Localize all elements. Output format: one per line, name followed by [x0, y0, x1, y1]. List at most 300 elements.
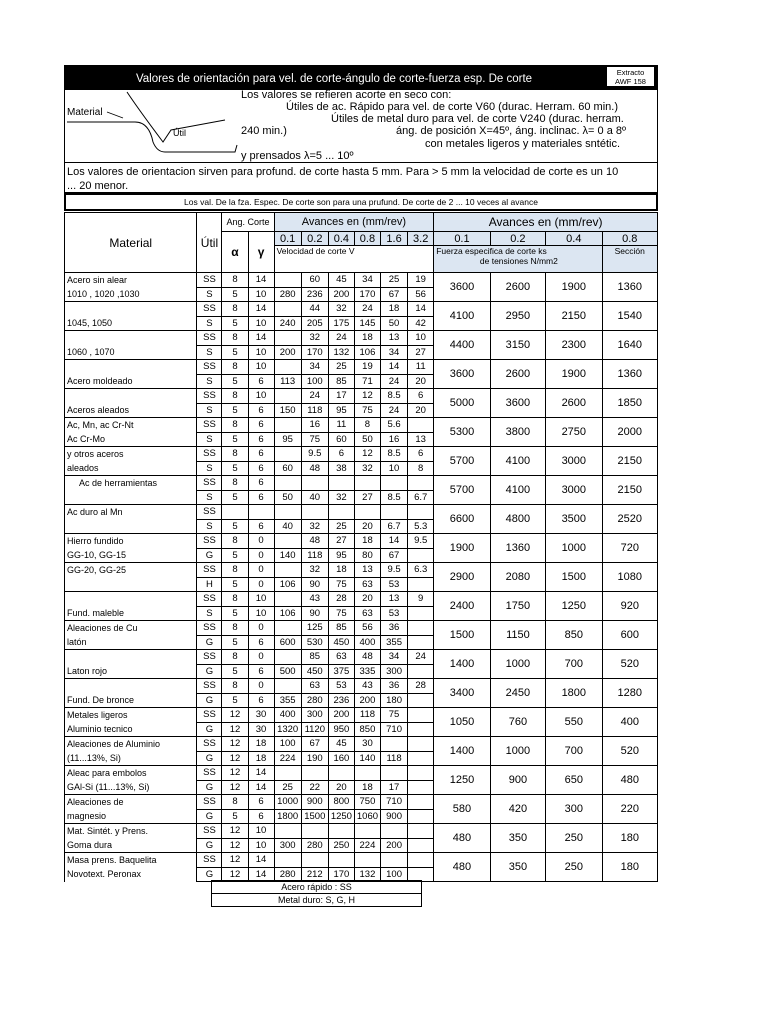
force-cell: 1050 — [434, 708, 490, 737]
force-cell: 1900 — [546, 273, 602, 302]
speed-cell — [328, 766, 354, 781]
speed-cell: 80 — [354, 548, 380, 563]
speed-cell: 1800 — [274, 809, 301, 824]
speed-cell: 48 — [301, 461, 328, 476]
alpha-cell: 12 — [222, 780, 248, 795]
gamma-cell: 6 — [248, 519, 274, 534]
gamma-cell: 0 — [248, 563, 274, 578]
speed-cell: 30 — [354, 737, 380, 752]
speed-cell: 150 — [274, 403, 301, 418]
speed-cell: 6.7 — [380, 519, 407, 534]
speed-cell: 240 — [274, 316, 301, 331]
info-line-3: Útiles de metal duro para vel. de corte V240 (durac. herram. — [331, 113, 624, 125]
speed-cell: 50 — [274, 490, 301, 505]
speed-cell: 6.3 — [408, 563, 434, 578]
force-cell: 480 — [434, 853, 490, 882]
speed-cell — [328, 853, 354, 868]
table-row — [65, 505, 658, 520]
gamma-cell: 30 — [248, 708, 274, 723]
gamma-cell: 6 — [248, 693, 274, 708]
speed-cell: 5.6 — [380, 418, 407, 433]
speed-cell: 18 — [354, 534, 380, 549]
speed-cell: 850 — [354, 722, 380, 737]
speed-cell: 20 — [354, 592, 380, 607]
speed-cell — [274, 331, 301, 346]
speed-cell: 25 — [328, 360, 354, 375]
speed-cell: 1500 — [301, 809, 328, 824]
speed-cell: 27 — [354, 490, 380, 505]
alpha-cell: 8 — [222, 679, 248, 694]
speed-cell — [354, 853, 380, 868]
alpha-cell: 12 — [222, 853, 248, 868]
speed-cell: 10 — [380, 461, 407, 476]
force-cell: 4100 — [434, 302, 490, 331]
speed-cell: 90 — [301, 577, 328, 592]
material-name-cell: latón — [65, 635, 197, 650]
alpha-cell: 8 — [222, 389, 248, 404]
speed-cell: 900 — [380, 809, 407, 824]
material-label: Material — [67, 107, 103, 118]
speed-cell: 224 — [274, 751, 301, 766]
alpha-cell: 5 — [222, 809, 248, 824]
force-cell: 2600 — [490, 273, 545, 302]
speed-cell — [380, 853, 407, 868]
section-cell: 1540 — [602, 302, 657, 331]
speed-cell — [274, 621, 301, 636]
gamma-cell: 6 — [248, 635, 274, 650]
force-cell: 650 — [546, 766, 602, 795]
speed-cell: 1320 — [274, 722, 301, 737]
speed-cell: 67 — [380, 287, 407, 302]
material-name-cell: Acero moldeado — [65, 374, 197, 389]
material-name-cell: Ac, Mn, ac Cr-Nt — [65, 418, 197, 433]
force-cell: 350 — [490, 824, 545, 853]
section-cell: 2000 — [602, 418, 657, 447]
speed-cell: 63 — [301, 679, 328, 694]
speed-cell: 42 — [408, 316, 434, 331]
speed-cell — [274, 534, 301, 549]
speed-cell — [408, 693, 434, 708]
speed-cell: 75 — [328, 606, 354, 621]
speed-cell: 60 — [328, 432, 354, 447]
tool-cell: S — [197, 432, 222, 447]
gamma-cell: 14 — [248, 853, 274, 868]
gamma-cell: 6 — [248, 403, 274, 418]
gamma-cell: 6 — [248, 418, 274, 433]
speed-cell: 24 — [354, 302, 380, 317]
speed-cell: 95 — [328, 403, 354, 418]
material-name-cell: 1010 , 1020 ,1030 — [65, 287, 197, 302]
material-name-cell: Mat. Sintét. y Prens. — [65, 824, 197, 839]
speed-cell — [408, 737, 434, 752]
speed-cell: 200 — [380, 838, 407, 853]
speed-cell — [408, 505, 434, 520]
gamma-cell: 6 — [248, 795, 274, 810]
speed-cell: 32 — [328, 490, 354, 505]
force-cell: 420 — [490, 795, 545, 824]
speed-cell: 280 — [274, 867, 301, 882]
alpha-cell: 8 — [222, 534, 248, 549]
speed-cell: 24 — [328, 331, 354, 346]
material-name-cell: (11...13%, Si) — [65, 751, 197, 766]
alpha-cell: 12 — [222, 737, 248, 752]
gamma-cell: 14 — [248, 273, 274, 288]
speed-cell: 106 — [274, 577, 301, 592]
feed-right-3: 0.8 — [602, 232, 657, 246]
force-cell: 5700 — [434, 476, 490, 505]
speed-cell: 27 — [408, 345, 434, 360]
alpha-header: α — [222, 232, 248, 273]
speed-cell: 90 — [301, 606, 328, 621]
speed-cell: 75 — [328, 577, 354, 592]
speed-cell — [301, 824, 328, 839]
speed-cell — [354, 505, 380, 520]
force-cell: 1000 — [490, 650, 545, 679]
speed-cell: 750 — [354, 795, 380, 810]
tool-cell: SS — [197, 534, 222, 549]
speed-cell: 6 — [408, 447, 434, 462]
force-cell: 350 — [490, 853, 545, 882]
force-cell: 1250 — [546, 592, 602, 621]
speed-cell: 32 — [328, 302, 354, 317]
force-cell: 2600 — [490, 360, 545, 389]
tool-cell: SS — [197, 766, 222, 781]
material-name-cell: GG-10, GG-15 — [65, 548, 197, 563]
speed-cell — [274, 853, 301, 868]
speed-cell: 32 — [301, 331, 328, 346]
alpha-cell: 5 — [222, 287, 248, 302]
speed-cell: 60 — [301, 273, 328, 288]
force-cell: 2080 — [490, 563, 545, 592]
gamma-cell: 6 — [248, 432, 274, 447]
gamma-cell: 0 — [248, 534, 274, 549]
force-cell: 1500 — [546, 563, 602, 592]
gamma-cell: 10 — [248, 360, 274, 375]
force-cell: 760 — [490, 708, 545, 737]
speed-cell: 710 — [380, 722, 407, 737]
alpha-cell: 8 — [222, 360, 248, 375]
force-cell: 1400 — [434, 650, 490, 679]
gamma-cell: 14 — [248, 302, 274, 317]
tool-cell: SS — [197, 389, 222, 404]
speed-cell: 600 — [274, 635, 301, 650]
speed-cell: 300 — [380, 664, 407, 679]
table-row — [65, 389, 658, 404]
speed-cell: 56 — [354, 621, 380, 636]
speed-cell: 530 — [301, 635, 328, 650]
speed-cell: 43 — [354, 679, 380, 694]
speed-cell — [408, 606, 434, 621]
force-cell: 3600 — [434, 273, 490, 302]
info-line-4b: áng. de posición X=45º, áng. inclinac. λ= 0 a 8º — [396, 125, 627, 137]
table-row — [65, 476, 658, 491]
tool-cell: SS — [197, 650, 222, 665]
speed-cell: 9.5 — [301, 447, 328, 462]
speed-cell: 9.5 — [408, 534, 434, 549]
speed-cell: 20 — [328, 780, 354, 795]
gamma-cell: 10 — [248, 592, 274, 607]
speed-cell: 34 — [380, 345, 407, 360]
alpha-cell: 5 — [222, 461, 248, 476]
force-cell: 5300 — [434, 418, 490, 447]
page-title: Valores de orientación para vel. de corte-ángulo de corte-fuerza esp. De corte — [135, 73, 533, 85]
alpha-cell: 8 — [222, 592, 248, 607]
section-cell: 180 — [602, 824, 657, 853]
speed-cell: 160 — [328, 751, 354, 766]
tool-cell: SS — [197, 795, 222, 810]
speed-label: Velocidad de corte V — [274, 246, 434, 273]
speed-cell — [274, 389, 301, 404]
speed-cell: 50 — [354, 432, 380, 447]
alpha-cell: 8 — [222, 621, 248, 636]
gamma-cell: 10 — [248, 389, 274, 404]
alpha-cell: 12 — [222, 751, 248, 766]
speed-cell: 8.5 — [380, 490, 407, 505]
speed-cell: 27 — [328, 534, 354, 549]
material-name-cell: Aleac para embolos — [65, 766, 197, 781]
material-name-cell — [65, 331, 197, 346]
tool-geometry-diagram — [65, 90, 240, 162]
force-cell: 2950 — [490, 302, 545, 331]
table-row — [65, 273, 658, 288]
force-cell: 3600 — [490, 389, 545, 418]
section-cell: 1850 — [602, 389, 657, 418]
speed-cell — [408, 577, 434, 592]
speed-cell: 11 — [328, 418, 354, 433]
speed-cell: 900 — [301, 795, 328, 810]
info-line-2: Útiles de ac. Rápido para vel. de corte V60 (durac. Herram. 60 min.) — [286, 101, 618, 113]
speed-cell: 34 — [301, 360, 328, 375]
speed-cell: 400 — [274, 708, 301, 723]
info-line-1: Los valores se refieren acorte en seco con: — [241, 89, 452, 101]
gamma-cell: 6 — [248, 447, 274, 462]
speed-cell: 16 — [380, 432, 407, 447]
speed-cell: 500 — [274, 664, 301, 679]
speed-cell: 13 — [380, 331, 407, 346]
speed-cell: 32 — [354, 461, 380, 476]
gamma-cell: 0 — [248, 679, 274, 694]
speed-cell — [408, 795, 434, 810]
speed-cell — [274, 505, 301, 520]
table-row — [65, 679, 658, 694]
alpha-cell: 5 — [222, 403, 248, 418]
gamma-cell: 14 — [248, 780, 274, 795]
gamma-cell: 14 — [248, 331, 274, 346]
force-cell: 300 — [546, 795, 602, 824]
force-cell: 700 — [546, 650, 602, 679]
table-row — [65, 650, 658, 665]
speed-cell: 212 — [301, 867, 328, 882]
speed-cell: 355 — [274, 693, 301, 708]
tool-cell: S — [197, 287, 222, 302]
table-row — [65, 766, 658, 781]
alpha-cell: 12 — [222, 766, 248, 781]
table-row — [65, 418, 658, 433]
speed-cell: 205 — [301, 316, 328, 331]
speed-cell: 132 — [354, 867, 380, 882]
tool-cell: G — [197, 867, 222, 882]
extract-line-2: AWF 158 — [615, 77, 646, 86]
alpha-cell: 12 — [222, 867, 248, 882]
speed-cell: 25 — [328, 519, 354, 534]
section-cell: 720 — [602, 534, 657, 563]
speed-cell — [328, 505, 354, 520]
material-name-cell: Ac Cr-Mo — [65, 432, 197, 447]
alpha-cell: 8 — [222, 476, 248, 491]
table-row — [65, 534, 658, 549]
material-name-cell: Aleaciones de — [65, 795, 197, 810]
speed-cell: 45 — [328, 737, 354, 752]
tool-cell: S — [197, 374, 222, 389]
speed-cell — [408, 635, 434, 650]
speed-cell: 20 — [354, 519, 380, 534]
alpha-cell: 5 — [222, 577, 248, 592]
speed-cell: 170 — [354, 287, 380, 302]
table-row — [65, 563, 658, 578]
speed-cell: 236 — [301, 287, 328, 302]
tool-cell: SS — [197, 447, 222, 462]
speed-cell: 6.7 — [408, 490, 434, 505]
alpha-cell: 8 — [222, 302, 248, 317]
speed-cell: 11 — [408, 360, 434, 375]
force-cell: 4400 — [434, 331, 490, 360]
speed-cell: 63 — [354, 577, 380, 592]
speed-cell — [274, 563, 301, 578]
section-cell: 2520 — [602, 505, 657, 534]
depth-note-line-1: Los valores de orientacion sirven para profund. de corte hasta 5 mm. Para > 5 mm la velocidad de corte es un 10 — [67, 166, 619, 178]
section-cell: 480 — [602, 766, 657, 795]
speed-cell: 19 — [408, 273, 434, 288]
tool-cell: SS — [197, 360, 222, 375]
speed-cell — [301, 505, 328, 520]
speed-cell: 140 — [354, 751, 380, 766]
material-name-cell: Masa prens. Baquelita — [65, 853, 197, 868]
speed-cell: 106 — [274, 606, 301, 621]
speed-cell — [274, 766, 301, 781]
force-cell: 1900 — [546, 360, 602, 389]
speed-cell: 5.3 — [408, 519, 434, 534]
speed-cell: 100 — [301, 374, 328, 389]
speed-cell: 67 — [301, 737, 328, 752]
speed-cell — [274, 273, 301, 288]
material-name-cell: y otros aceros — [65, 447, 197, 462]
table-row — [65, 447, 658, 462]
speed-cell — [408, 853, 434, 868]
info-line-6: y prensados λ=5 ... 10º — [241, 150, 354, 162]
material-column-header: Material — [65, 213, 197, 273]
material-name-cell: Aceros aleados — [65, 403, 197, 418]
speed-cell — [274, 418, 301, 433]
speed-cell: 24 — [380, 374, 407, 389]
section-cell: 1360 — [602, 273, 657, 302]
speed-cell: 18 — [354, 331, 380, 346]
section-label: Sección — [602, 246, 657, 273]
speed-cell — [274, 360, 301, 375]
tool-cell: S — [197, 461, 222, 476]
table-row — [65, 592, 658, 607]
speed-cell: 450 — [328, 635, 354, 650]
speed-cell: 180 — [380, 693, 407, 708]
tool-cell: SS — [197, 418, 222, 433]
speed-cell: 355 — [380, 635, 407, 650]
alpha-cell: 5 — [222, 345, 248, 360]
alpha-cell: 5 — [222, 316, 248, 331]
tool-cell: S — [197, 403, 222, 418]
alpha-cell: 5 — [222, 374, 248, 389]
angle-header: Ang. Corte — [222, 213, 274, 232]
alpha-cell: 8 — [222, 650, 248, 665]
tool-cell: SS — [197, 708, 222, 723]
tool-cell: S — [197, 519, 222, 534]
tool-cell: SS — [197, 592, 222, 607]
table-row — [65, 331, 658, 346]
tool-cell: SS — [197, 737, 222, 752]
speed-cell: 190 — [301, 751, 328, 766]
material-name-cell: magnesio — [65, 809, 197, 824]
speed-cell: 44 — [301, 302, 328, 317]
force-cell: 1800 — [546, 679, 602, 708]
force-cell: 3400 — [434, 679, 490, 708]
material-name-cell — [65, 490, 197, 505]
speed-cell: 60 — [274, 461, 301, 476]
force-cell: 3500 — [546, 505, 602, 534]
speed-cell — [301, 766, 328, 781]
alpha-cell — [222, 505, 248, 520]
speed-cell: 95 — [328, 548, 354, 563]
speed-cell — [274, 447, 301, 462]
speed-cell: 950 — [328, 722, 354, 737]
gamma-cell: 10 — [248, 838, 274, 853]
speed-cell: 50 — [380, 316, 407, 331]
speed-cell: 100 — [274, 737, 301, 752]
speed-cell: 75 — [354, 403, 380, 418]
speed-cell: 12 — [354, 447, 380, 462]
gamma-cell: 6 — [248, 476, 274, 491]
section-cell: 2150 — [602, 447, 657, 476]
speed-cell — [274, 592, 301, 607]
feed-left-3: 0.8 — [354, 232, 380, 246]
tool-cell: S — [197, 490, 222, 505]
force-cell: 1400 — [434, 737, 490, 766]
speed-cell: 1060 — [354, 809, 380, 824]
speed-cell: 1250 — [328, 809, 354, 824]
speed-cell: 10 — [408, 331, 434, 346]
section-cell: 1360 — [602, 360, 657, 389]
tool-cell: G — [197, 751, 222, 766]
force-cell: 850 — [546, 621, 602, 650]
material-pointer — [107, 112, 123, 118]
speed-cell: 118 — [301, 403, 328, 418]
force-cell: 2450 — [490, 679, 545, 708]
force-cell: 3800 — [490, 418, 545, 447]
depth-note — [64, 163, 658, 193]
table-row — [65, 302, 658, 317]
tool-cell: SS — [197, 505, 222, 520]
speed-cell: 280 — [301, 693, 328, 708]
speed-cell: 200 — [354, 693, 380, 708]
speed-cell — [328, 824, 354, 839]
tool-cell: G — [197, 548, 222, 563]
tool-cell: SS — [197, 621, 222, 636]
material-name-cell: GG-20, GG-25 — [65, 563, 197, 578]
feeds-header-left: Avances en (mm/rev) — [274, 213, 434, 232]
depth-note-line-2: ... 20 menor. — [67, 180, 129, 192]
material-name-cell: 1045, 1050 — [65, 316, 197, 331]
alpha-cell: 8 — [222, 273, 248, 288]
force-cell: 2150 — [546, 302, 602, 331]
force-cell: 3000 — [546, 476, 602, 505]
tool-cell: G — [197, 635, 222, 650]
